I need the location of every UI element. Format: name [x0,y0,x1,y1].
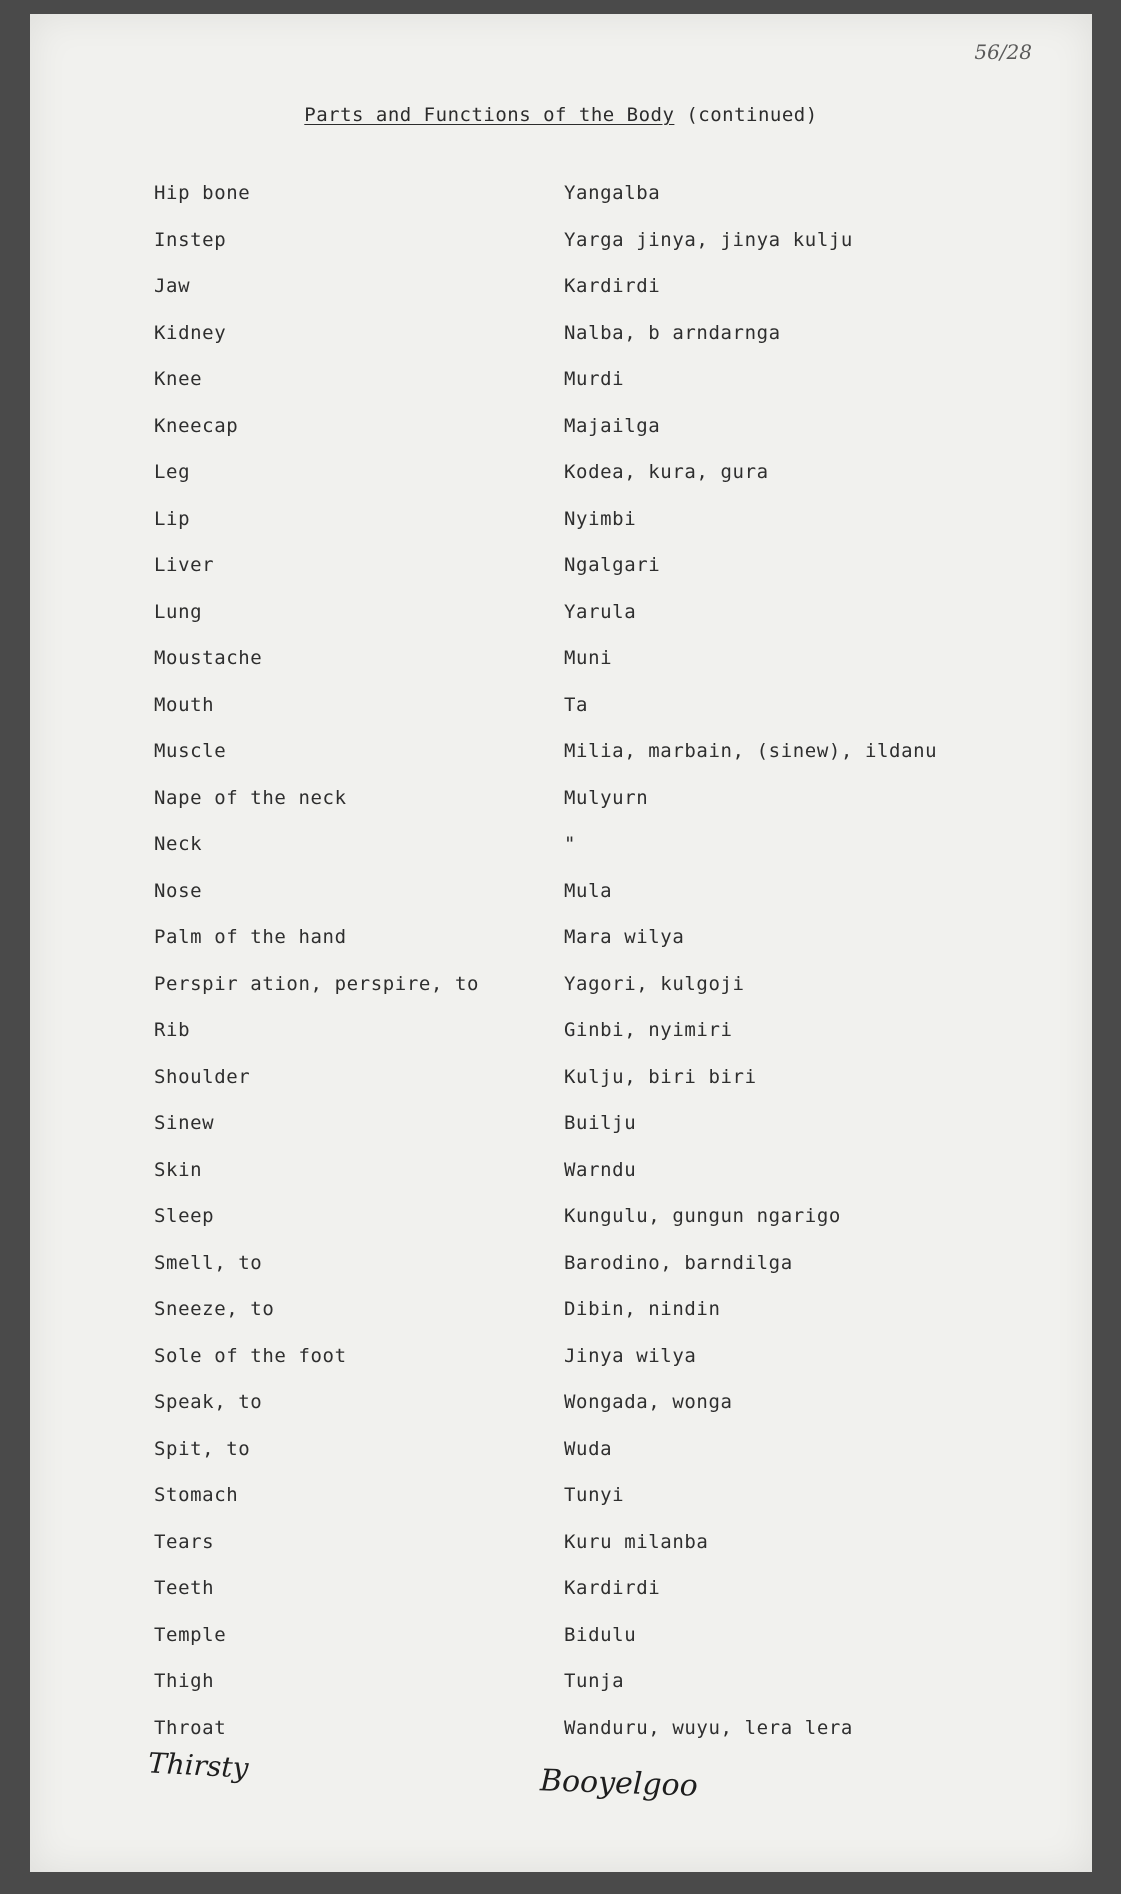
english-term: Mouth [154,693,215,716]
english-term: Thigh [154,1670,215,1693]
list-item [154,682,1054,729]
aboriginal-translation: Wongada, wonga [564,1391,733,1414]
english-term: Palm of the hand [154,926,347,949]
english-term: Leg [154,461,191,484]
list-item [154,1612,1054,1659]
english-term: Hip bone [154,182,251,205]
list-item [154,1193,1054,1240]
list-item [154,1705,1054,1752]
aboriginal-translation: Yangalba [564,182,661,205]
list-item [154,1100,1054,1147]
english-term: Liver [154,554,215,577]
list-item [154,635,1054,682]
aboriginal-translation: Nyimbi [564,507,637,530]
english-term: Perspir ation, perspire, to [154,972,480,995]
document-page [30,14,1092,1872]
aboriginal-translation: Yarga jinya, jinya kulju [564,228,853,251]
aboriginal-translation: " [564,833,577,856]
aboriginal-translation: Wuda [564,1437,613,1460]
vocabulary-list [154,170,1054,1751]
page-title [30,104,1092,126]
list-item [154,961,1054,1008]
list-item [154,1426,1054,1473]
list-item [154,1286,1054,1333]
list-item [154,1565,1054,1612]
list-item [154,775,1054,822]
list-item [154,589,1054,636]
page-number: 56/28 [974,40,1032,64]
aboriginal-translation: Barodino, barndilga [564,1251,793,1274]
list-item [154,1147,1054,1194]
english-term: Kidney [154,321,227,344]
english-term: Nape of the neck [154,786,347,809]
list-item [154,1658,1054,1705]
list-item [154,1054,1054,1101]
aboriginal-translation: Jinya wilya [564,1344,697,1367]
aboriginal-translation: Mara wilya [564,926,685,949]
english-term: Nose [154,879,203,902]
list-item [154,449,1054,496]
english-term: Teeth [154,1577,215,1600]
aboriginal-translation: Ta [564,693,589,716]
list-item [154,1519,1054,1566]
list-item [154,170,1054,217]
english-term: Stomach [154,1484,239,1507]
aboriginal-translation: Kungulu, gungun ngarigo [564,1205,841,1228]
list-item [154,1379,1054,1426]
list-item [154,728,1054,775]
english-term: Neck [154,833,203,856]
list-item [154,1333,1054,1380]
english-term: Knee [154,368,203,391]
title-text: Parts and Functions of the Body [304,104,675,126]
list-item [154,310,1054,357]
english-term: Muscle [154,740,227,763]
english-term: Throat [154,1716,227,1739]
aboriginal-translation: Kulju, biri biri [564,1065,757,1088]
english-term: Tears [154,1530,215,1553]
english-term: Sneeze, to [154,1298,275,1321]
aboriginal-translation: Muni [564,647,613,670]
aboriginal-translation: Nalba, b arndarnga [564,321,781,344]
aboriginal-translation: Tunja [564,1670,625,1693]
list-item [154,1472,1054,1519]
english-term: Kneecap [154,414,239,437]
english-term: Jaw [154,275,191,298]
list-item [154,496,1054,543]
aboriginal-translation: Kardirdi [564,1577,661,1600]
english-term: Sleep [154,1205,215,1228]
list-item [154,263,1054,310]
list-item [154,403,1054,450]
english-term: Instep [154,228,227,251]
aboriginal-translation: Ginbi, nyimiri [564,1019,733,1042]
english-term: Sole of the foot [154,1344,347,1367]
handwritten-term: Thirsty [147,1746,250,1785]
handwritten-translation: Booyelgoo [539,1763,699,1804]
english-term: Lip [154,507,191,530]
list-item [154,914,1054,961]
aboriginal-translation: Mulyurn [564,786,649,809]
english-term: Spit, to [154,1437,251,1460]
list-item [154,821,1054,868]
aboriginal-translation: Tunyi [564,1484,625,1507]
english-term: Temple [154,1623,227,1646]
aboriginal-translation: Yagori, kulgoji [564,972,745,995]
title-suffix: (continued) [686,104,818,126]
aboriginal-translation: Dibin, nindin [564,1298,721,1321]
aboriginal-translation: Builju [564,1112,637,1135]
english-term: Shoulder [154,1065,251,1088]
list-item [154,1007,1054,1054]
english-term: Skin [154,1158,203,1181]
list-item [154,868,1054,915]
aboriginal-translation: Kodea, kura, gura [564,461,769,484]
aboriginal-translation: Kuru milanba [564,1530,709,1553]
aboriginal-translation: Wanduru, wuyu, lera lera [564,1716,853,1739]
english-term: Rib [154,1019,191,1042]
english-term: Moustache [154,647,263,670]
aboriginal-translation: Milia, marbain, (sinew), ildanu [564,740,938,763]
list-item [154,542,1054,589]
aboriginal-translation: Warndu [564,1158,637,1181]
aboriginal-translation: Murdi [564,368,625,391]
aboriginal-translation: Bidulu [564,1623,637,1646]
aboriginal-translation: Mula [564,879,613,902]
aboriginal-translation: Majailga [564,414,661,437]
aboriginal-translation: Yarula [564,600,637,623]
aboriginal-translation: Ngalgari [564,554,661,577]
english-term: Lung [154,600,203,623]
english-term: Smell, to [154,1251,263,1274]
list-item [154,356,1054,403]
english-term: Sinew [154,1112,215,1135]
list-item [154,217,1054,264]
aboriginal-translation: Kardirdi [564,275,661,298]
english-term: Speak, to [154,1391,263,1414]
list-item [154,1240,1054,1287]
